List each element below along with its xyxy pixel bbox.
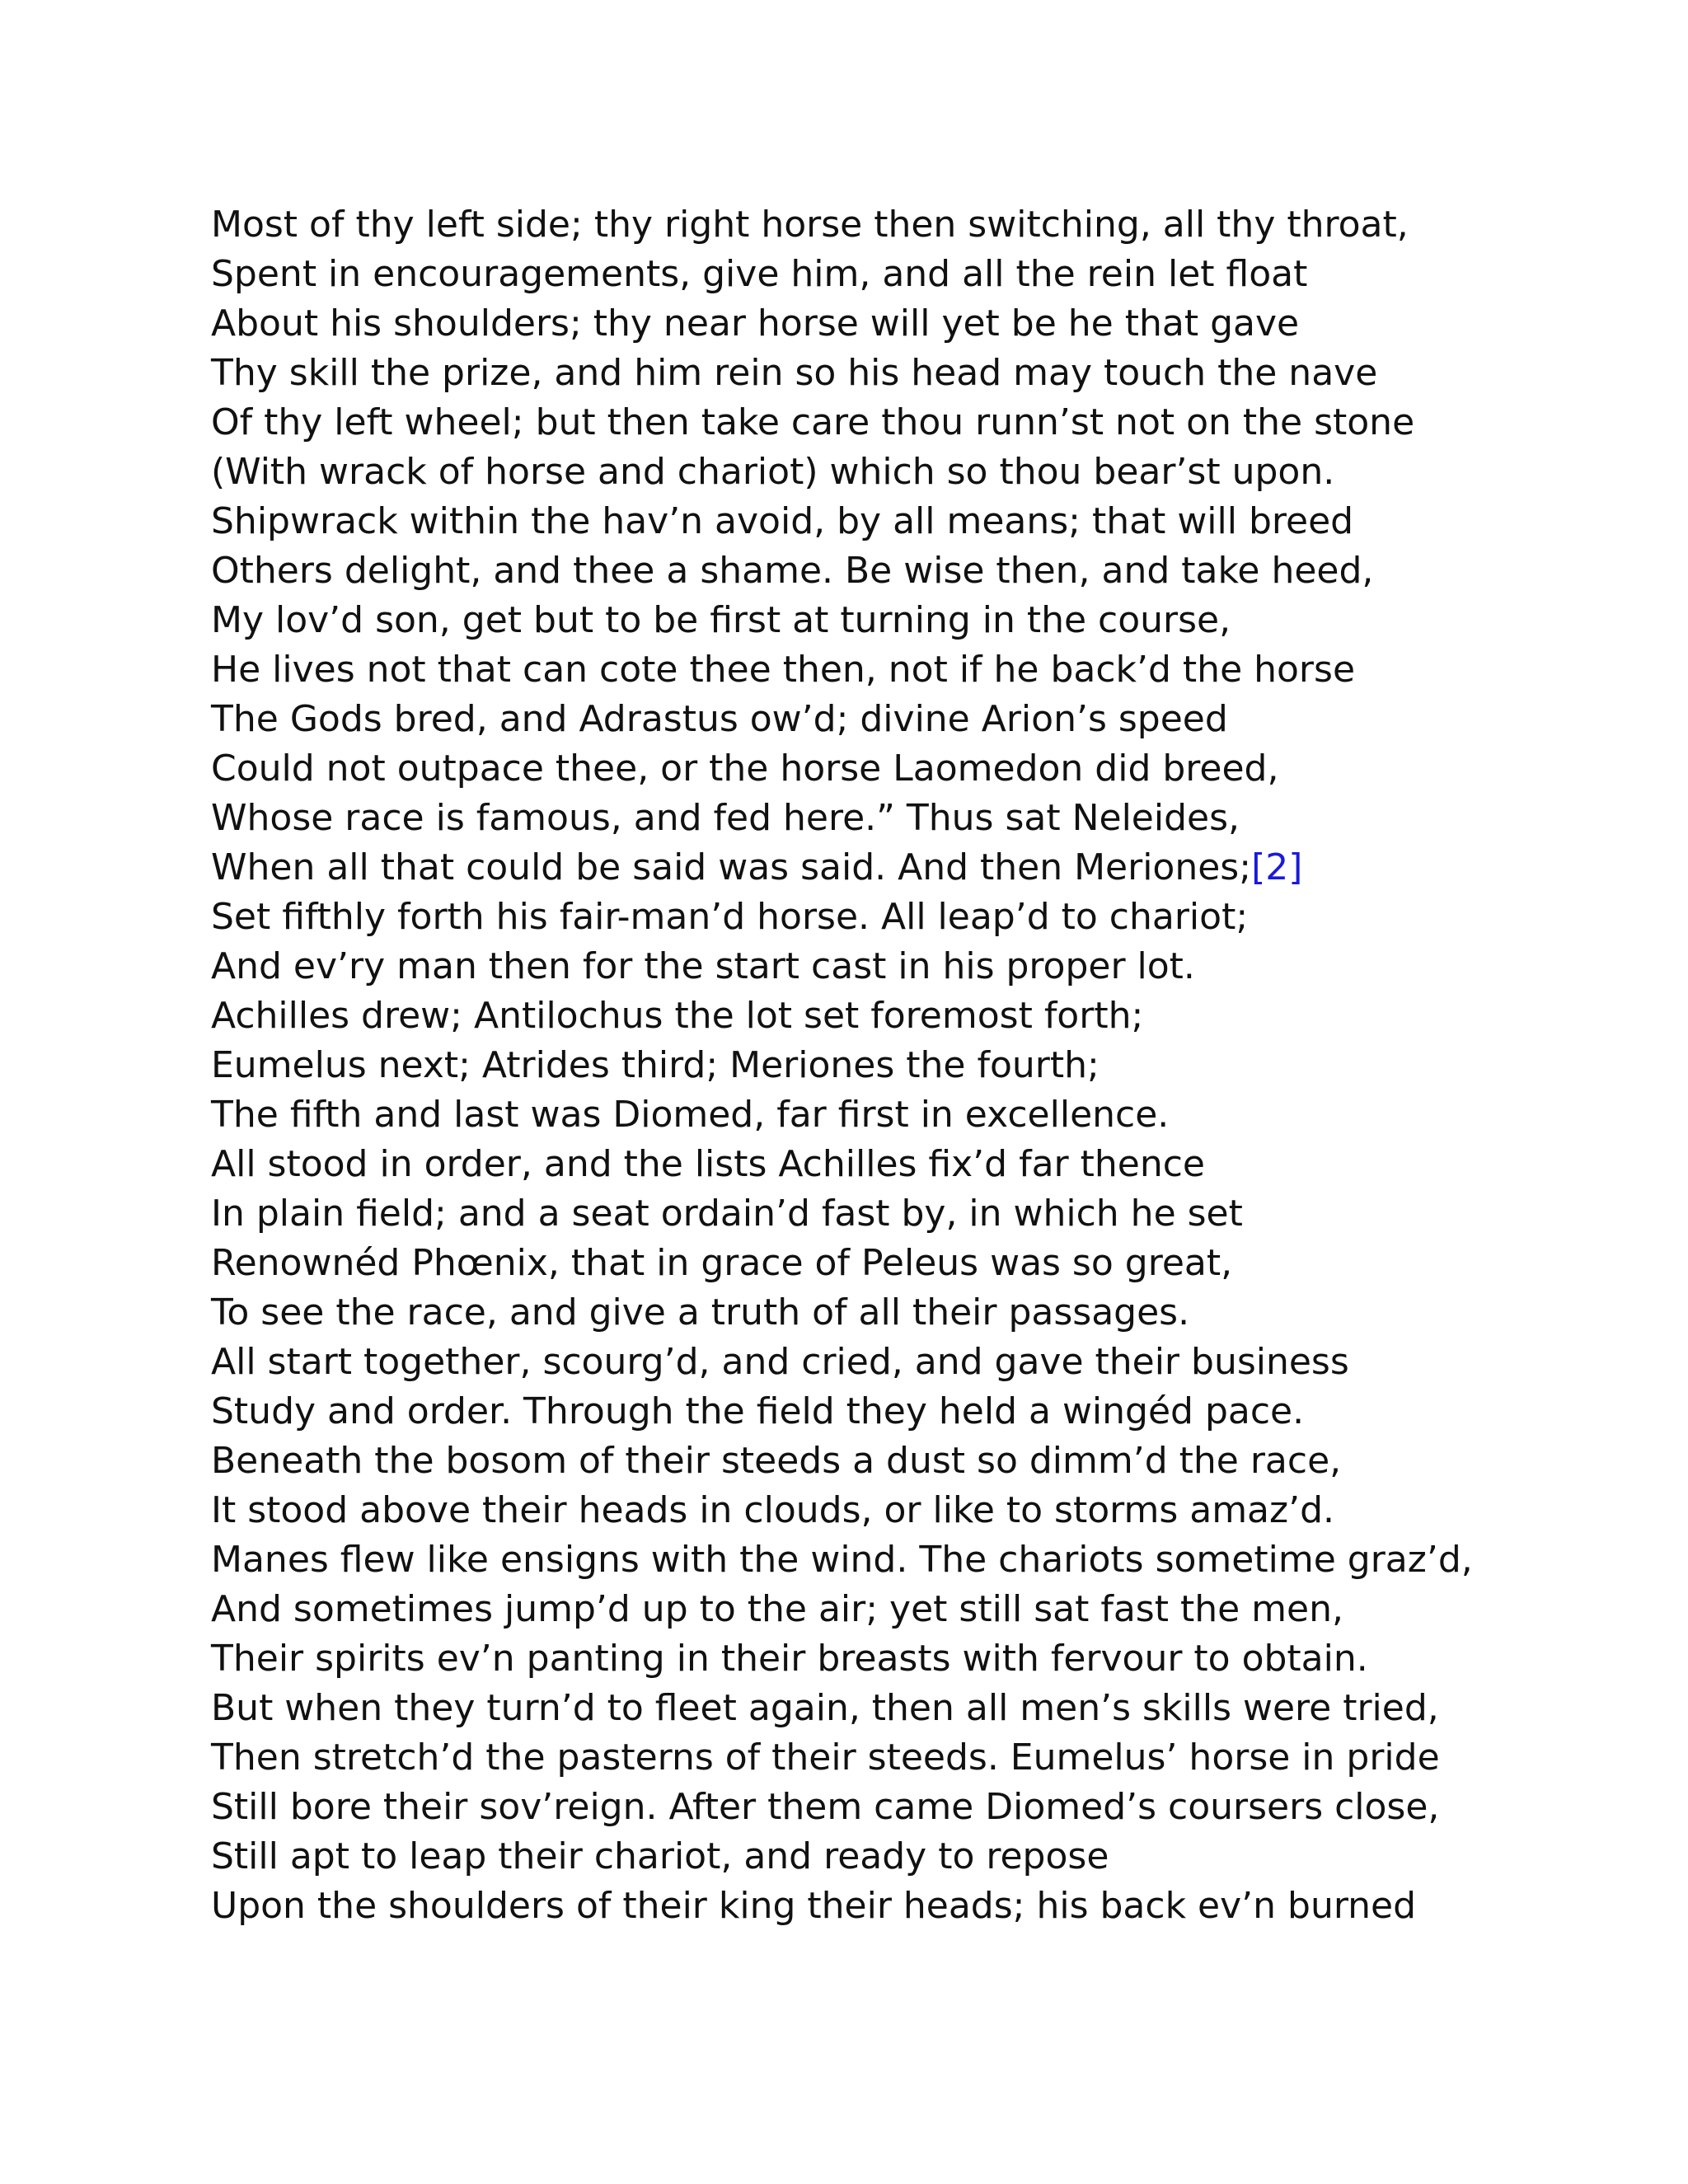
poem-line: He lives not that can cote thee then, not if he back’d the horse	[211, 649, 1356, 691]
poem-line: Spent in encouragements, give him, and all the rein let float	[211, 253, 1308, 295]
poem-line: Set fifthly forth his fair-man’d horse. All leap’d to chariot;	[211, 896, 1249, 938]
poem-line-text: When all that could be said was said. And then Meriones;	[211, 846, 1252, 888]
poem-line: And ev’ry man then for the start cast in his proper lot.	[211, 945, 1195, 987]
poem-line: Upon the shoulders of their king their heads; his back ev’n burned	[211, 1885, 1417, 1927]
poem-line: Their spirits ev’n panting in their breasts with fervour to obtain.	[211, 1638, 1368, 1680]
poem-line: In plain field; and a seat ordain’d fast by, in which he set	[211, 1193, 1243, 1235]
poem-line: Beneath the bosom of their steeds a dust so dimm’d the race,	[211, 1440, 1342, 1482]
poem-line-wrapped: Manes flew like ensigns with the wind. The chariots sometime graz’d,	[211, 1539, 1473, 1581]
poem-line: The Gods bred, and Adrastus ow’d; divine Arion’s speed	[211, 698, 1228, 740]
poem-line-with-footnote	[211, 843, 1477, 893]
poem-line: Others delight, and thee a shame. Be wise then, and take heed,	[211, 550, 1374, 592]
poem-line: But when they turn’d to fleet again, then all men’s skills were tried,	[211, 1687, 1439, 1729]
poem-line: Could not outpace thee, or the horse Laomedon did breed,	[211, 748, 1279, 790]
poem-line: And sometimes jump’d up to the air; yet still sat fast the men,	[211, 1588, 1343, 1630]
poem-line: Study and order. Through the field they held a wingéd pace.	[211, 1390, 1305, 1432]
footnote-link[interactable]: [2]	[1251, 846, 1303, 888]
poem-line: The fifth and last was Diomed, far first in excellence.	[211, 1094, 1170, 1136]
poem-line: Shipwrack within the hav’n avoid, by all means; that will breed	[211, 500, 1354, 542]
poem-line: All start together, scourg’d, and cried, and gave their business	[211, 1341, 1349, 1383]
poem-line: Whose race is famous, and fed here.” Thus sat Neleides,	[211, 797, 1240, 839]
poem-line: Still bore their sov’reign. After them came Diomed’s coursers close,	[211, 1786, 1440, 1828]
poem-line: Then stretch’d the pasterns of their steeds. Eumelus’ horse in pride	[211, 1736, 1440, 1779]
poem-line: Of thy left wheel; but then take care thou runn’st not on the stone	[211, 401, 1415, 443]
poem-line: Thy skill the prize, and him rein so his head may touch the nave	[211, 352, 1378, 394]
poem-line: To see the race, and give a truth of all their passages.	[211, 1291, 1190, 1333]
poem-line: All stood in order, and the lists Achilles fix’d far thence	[211, 1143, 1205, 1185]
poem-line: Most of thy left side; thy right horse then switching, all thy throat,	[211, 204, 1409, 246]
poem-line: (With wrack of horse and chariot) which so thou bear’st upon.	[211, 451, 1335, 493]
poem-line: My lov’d son, get but to be first at turning in the course,	[211, 599, 1231, 641]
poem-text	[211, 200, 1477, 1931]
poem-line: Still apt to leap their chariot, and ready to repose	[211, 1835, 1109, 1877]
poem-line: It stood above their heads in clouds, or like to storms amaz’d.	[211, 1489, 1335, 1531]
poem-line: Eumelus next; Atrides third; Meriones the fourth;	[211, 1044, 1100, 1086]
poem-line: About his shoulders; thy near horse will yet be he that gave	[211, 302, 1300, 344]
poem-line: Renownéd Phœnix, that in grace of Peleus was so great,	[211, 1242, 1233, 1284]
poem-line: Achilles drew; Antilochus the lot set foremost forth;	[211, 995, 1144, 1037]
